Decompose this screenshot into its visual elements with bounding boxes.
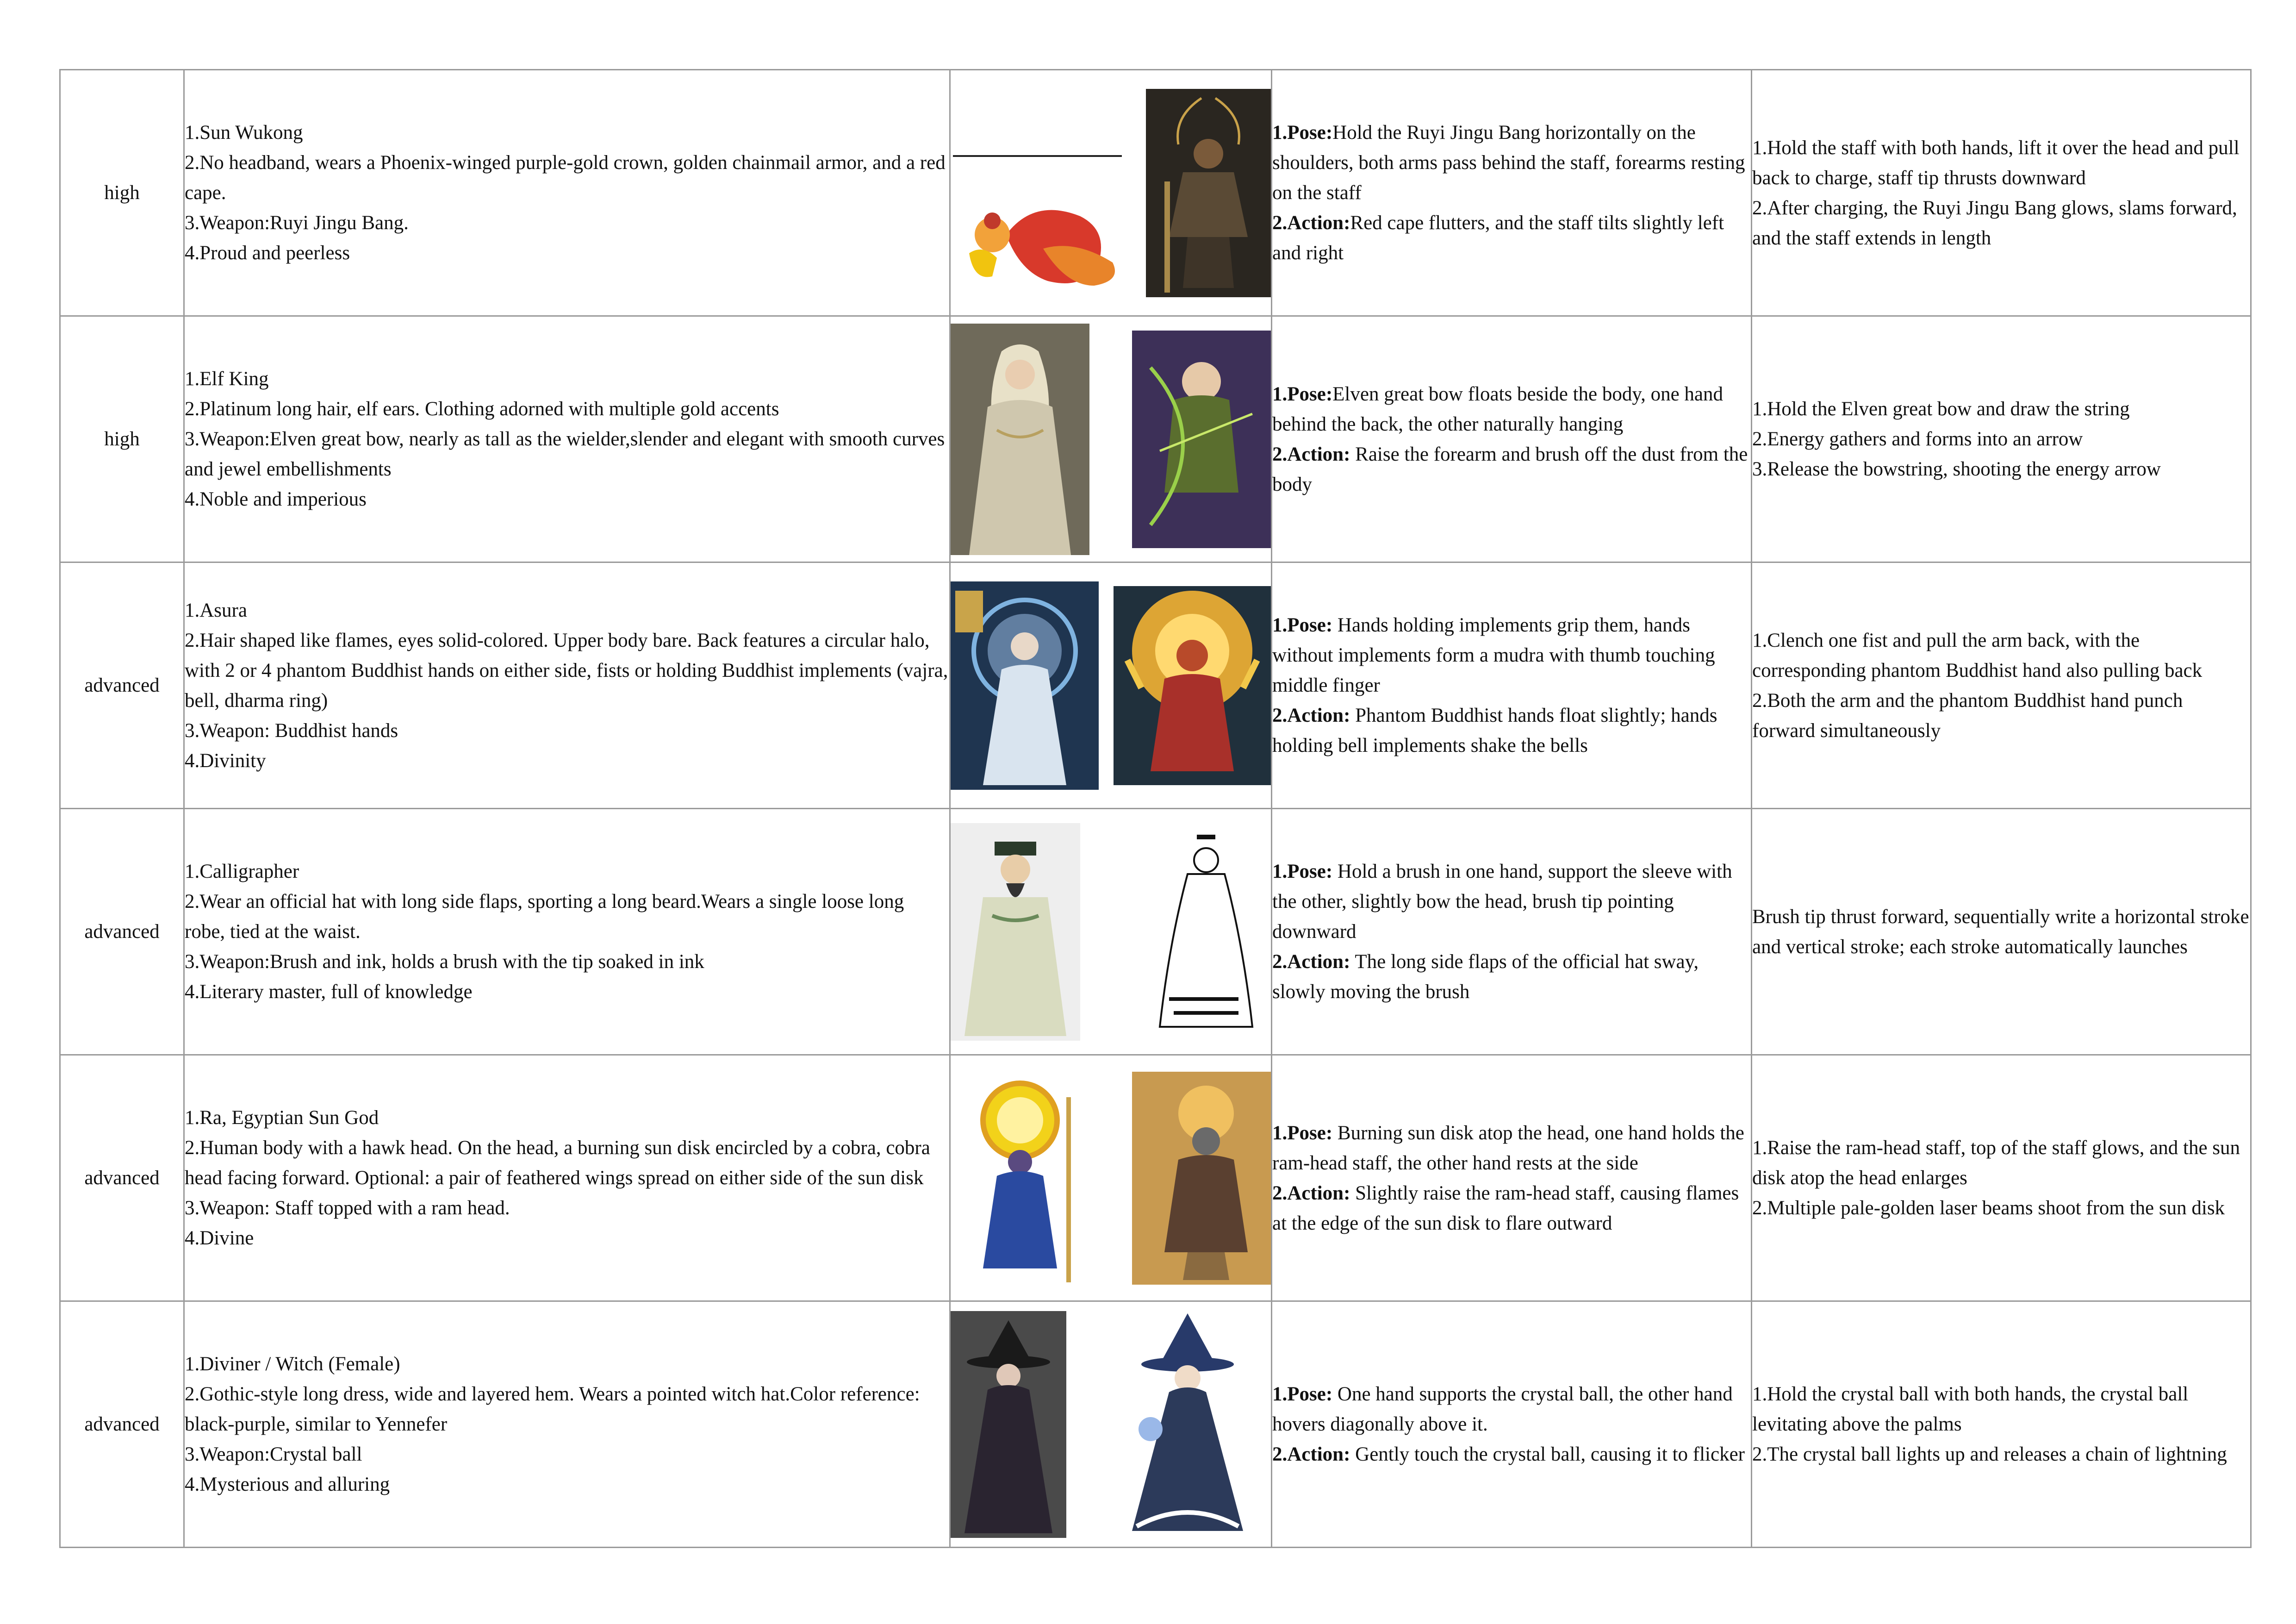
pose-label: 1.Pose: <box>1272 383 1333 405</box>
description-line: 4.Mysterious and alluring <box>185 1474 390 1495</box>
pose-label: 1.Pose: <box>1272 1122 1333 1144</box>
calligrapher-ink-sketch <box>1137 823 1271 1041</box>
reference-images-cell <box>950 809 1272 1055</box>
description-cell <box>184 1301 950 1548</box>
pose-text: Elven great bow floats beside the body, one hand behind the back, the other naturally hanging <box>1272 383 1723 435</box>
tier-label: advanced <box>84 921 160 943</box>
reference-images-cell <box>950 316 1272 562</box>
action-line <box>1272 208 1751 268</box>
elf-archer-art <box>1132 331 1271 548</box>
action-text: Red cape flutters, and the staff tilts slightly left and right <box>1272 212 1724 264</box>
witch-dark-art <box>951 1311 1066 1538</box>
ra-hawk-warrior-art <box>1132 1072 1271 1285</box>
reference-images-cell <box>950 1301 1272 1548</box>
tier-label: advanced <box>84 1413 160 1435</box>
description-line: 3.Weapon:Ruyi Jingu Bang. <box>185 212 409 234</box>
tier-label: advanced <box>84 675 160 696</box>
pose-line <box>1272 1379 1751 1439</box>
witch-navy-art <box>1109 1309 1271 1540</box>
skill-line: 2.Multiple pale-golden laser beams shoot from the sun disk <box>1752 1197 2225 1219</box>
action-text: Slightly raise the ram-head staff, causing flames at the edge of the sun disk to flare outward <box>1272 1182 1739 1234</box>
pose-label: 1.Pose: <box>1272 122 1333 144</box>
pose-text: Burning sun disk atop the head, one hand holds the ram-head staff, the other hand rests at the side <box>1272 1122 1744 1174</box>
description-cell <box>184 809 950 1055</box>
description-line: 3.Weapon: Buddhist hands <box>185 719 398 742</box>
table-row-1 <box>60 70 2251 316</box>
elf-king-portrait-art <box>951 324 1089 555</box>
pose-line <box>1272 379 1751 439</box>
pose-text: Hands holding implements grip them, hands without implements form a mudra with thumb touching middle finger <box>1272 614 1715 696</box>
action-label: 2.Action: <box>1272 1443 1350 1465</box>
skill-cell <box>1752 562 2251 809</box>
ra-sun-god-art <box>951 1069 1099 1287</box>
action-line <box>1272 1439 1751 1469</box>
pose-text: Hold a brush in one hand, support the sleeve with the other, slightly bow the head, brush tip pointing downward <box>1272 861 1732 943</box>
character-spec-table <box>59 69 2252 1548</box>
skill-line: 3.Release the bowstring, shooting the energy arrow <box>1752 458 2161 480</box>
sun-wukong-armored-art <box>1146 89 1271 297</box>
action-label: 2.Action: <box>1272 1182 1350 1204</box>
description-line: 2.No headband, wears a Phoenix-winged purple-gold crown, golden chainmail armor, and a red cape. <box>185 152 946 204</box>
pose-action-cell <box>1272 316 1752 562</box>
pose-line <box>1272 610 1751 700</box>
skill-line: 1.Raise the ram-head staff, top of the staff glows, and the sun disk atop the head enlarges <box>1752 1137 2240 1189</box>
skill-line: 1.Hold the staff with both hands, lift it over the head and pull back to charge, staff tip thrusts downward <box>1752 137 2240 189</box>
description-cell <box>184 562 950 809</box>
skill-line: 1.Clench one fist and pull the arm back, with the corresponding phantom Buddhist hand also pulling back <box>1752 629 2203 681</box>
tier-cell <box>60 70 184 316</box>
reference-images-cell <box>950 1055 1272 1301</box>
asura-blue-art <box>951 581 1099 790</box>
asura-golden-art <box>1114 586 1271 785</box>
calligrapher-color-art <box>951 823 1080 1041</box>
pose-action-cell <box>1272 1301 1752 1548</box>
pose-line <box>1272 1118 1751 1178</box>
skill-line: 1.Hold the crystal ball with both hands, the crystal ball levitating above the palms <box>1752 1383 2189 1435</box>
skill-cell <box>1752 316 2251 562</box>
description-line: 4.Noble and imperious <box>185 488 367 510</box>
action-text: The long side flaps of the official hat sway, slowly moving the brush <box>1272 951 1699 1003</box>
description-cell <box>184 316 950 562</box>
tier-label: high <box>104 428 140 450</box>
table-row-2 <box>60 316 2251 562</box>
skill-line: 2.Energy gathers and forms into an arrow <box>1752 428 2083 450</box>
pose-text: Hold the Ruyi Jingu Bang horizontally on the shoulders, both arms pass behind the staff, forearms resting on the staff <box>1272 122 1745 204</box>
skill-cell <box>1752 1055 2251 1301</box>
tier-cell <box>60 1055 184 1301</box>
skill-cell <box>1752 70 2251 316</box>
skill-line: 2.The crystal ball lights up and releases a chain of lightning <box>1752 1443 2227 1465</box>
tier-cell <box>60 1301 184 1548</box>
description-line: 2.Hair shaped like flames, eyes solid-colored. Upper body bare. Back features a circular halo, with 2 or 4 phantom Buddhist hands on either side, fists or holding Buddhist implements (vajra, bell, dharma ring) <box>185 629 948 712</box>
tier-cell <box>60 562 184 809</box>
description-line: 1.Diviner / Witch (Female) <box>185 1353 400 1375</box>
pose-label: 1.Pose: <box>1272 1383 1333 1405</box>
description-line: 4.Literary master, full of knowledge <box>185 981 473 1003</box>
description-line: 2.Gothic-style long dress, wide and layered hem. Wears a pointed witch hat.Color reference: black-purple, similar to Yennefer <box>185 1383 920 1435</box>
description-line: 2.Human body with a hawk head. On the head, a burning sun disk encircled by a cobra, cobra head facing forward. Optional: a pair of feathered wings spread on either side of the sun disk <box>185 1137 930 1189</box>
action-label: 2.Action: <box>1272 951 1350 973</box>
skill-line: 2.Both the arm and the phantom Buddhist hand punch forward simultaneously <box>1752 689 2183 742</box>
reference-images-cell <box>950 70 1272 316</box>
action-line <box>1272 700 1751 761</box>
description-line: 4.Proud and peerless <box>185 242 350 264</box>
pose-text: One hand supports the crystal ball, the other hand hovers diagonally above it. <box>1272 1383 1733 1435</box>
action-label: 2.Action: <box>1272 443 1350 465</box>
description-line: 2.Wear an official hat with long side flaps, sporting a long beard.Wears a single loose long robe, tied at the waist. <box>185 891 904 943</box>
table-row-3 <box>60 562 2251 809</box>
table-row-6 <box>60 1301 2251 1548</box>
description-line: 1.Elf King <box>185 368 269 390</box>
pose-action-cell <box>1272 809 1752 1055</box>
description-line: 1.Sun Wukong <box>185 122 303 144</box>
table-row-5 <box>60 1055 2251 1301</box>
table-row-4 <box>60 809 2251 1055</box>
tier-cell <box>60 316 184 562</box>
description-cell <box>184 1055 950 1301</box>
action-label: 2.Action: <box>1272 705 1350 726</box>
action-line <box>1272 439 1751 500</box>
sun-wukong-flying-art <box>951 96 1126 290</box>
reference-images-cell <box>950 562 1272 809</box>
tier-cell <box>60 809 184 1055</box>
action-text: Raise the forearm and brush off the dust from the body <box>1272 443 1748 495</box>
skill-line: 1.Hold the Elven great bow and draw the string <box>1752 398 2130 420</box>
description-cell <box>184 70 950 316</box>
skill-cell <box>1752 809 2251 1055</box>
description-line: 3.Weapon:Brush and ink, holds a brush with the tip soaked in ink <box>185 951 704 973</box>
description-line: 3.Weapon: Staff topped with a ram head. <box>185 1197 510 1219</box>
description-line: 1.Ra, Egyptian Sun God <box>185 1107 379 1129</box>
pose-label: 1.Pose: <box>1272 861 1333 882</box>
action-label: 2.Action: <box>1272 212 1350 234</box>
tier-label: high <box>104 182 140 204</box>
description-line: 1.Asura <box>185 599 247 621</box>
action-line <box>1272 947 1751 1007</box>
pose-action-cell <box>1272 70 1752 316</box>
pose-action-cell <box>1272 1055 1752 1301</box>
pose-label: 1.Pose: <box>1272 614 1333 636</box>
description-line: 1.Calligrapher <box>185 861 299 882</box>
description-line: 4.Divine <box>185 1227 254 1249</box>
skill-line: Brush tip thrust forward, sequentially write a horizontal stroke and vertical stroke; each stroke automatically launches <box>1752 906 2249 958</box>
description-line: 3.Weapon:Elven great bow, nearly as tall as the wielder,slender and elegant with smooth curves and jewel embellishments <box>185 428 945 480</box>
description-line: 2.Platinum long hair, elf ears. Clothing adorned with multiple gold accents <box>185 398 779 420</box>
pose-action-cell <box>1272 562 1752 809</box>
action-text: Phantom Buddhist hands float slightly; hands holding bell implements shake the bells <box>1272 705 1717 756</box>
pose-line <box>1272 118 1751 208</box>
description-line: 4.Divinity <box>185 750 266 772</box>
action-text: Gently touch the crystal ball, causing it to flicker <box>1350 1443 1745 1465</box>
skill-line: 2.After charging, the Ruyi Jingu Bang glows, slams forward, and the staff extends in length <box>1752 197 2237 249</box>
tier-label: advanced <box>84 1167 160 1189</box>
action-line <box>1272 1178 1751 1238</box>
description-line: 3.Weapon:Crystal ball <box>185 1443 362 1465</box>
pose-line <box>1272 856 1751 947</box>
skill-cell <box>1752 1301 2251 1548</box>
